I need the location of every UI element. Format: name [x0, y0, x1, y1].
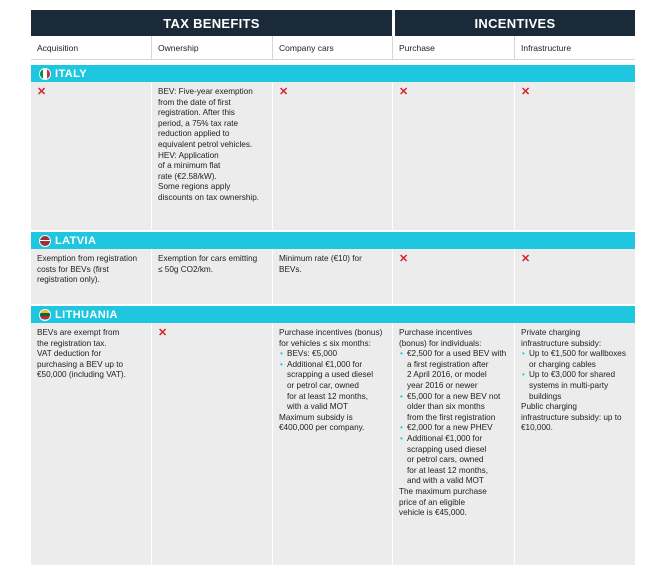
table-row-italy	[31, 82, 635, 230]
col-infrastructure: Infrastructure	[514, 36, 635, 59]
country-bar-latvia	[31, 232, 635, 249]
cross-icon: ✕	[399, 86, 409, 98]
italy-company-cars	[272, 82, 392, 230]
list-item: • Additional €1,000 for scrapping used diesel or petrol cars, owned for at least 12 months, and with a valid MOT	[399, 434, 508, 487]
list-item: • €2,000 for a new PHEV	[399, 423, 508, 434]
italy-acquisition	[31, 82, 151, 230]
column-headers	[31, 36, 635, 60]
purchase-bullets	[399, 349, 508, 487]
latvia-infrastructure	[514, 249, 635, 304]
lithuania-ownership	[151, 323, 272, 565]
incentives-heading: INCENTIVES	[395, 10, 635, 36]
table-row-latvia	[31, 249, 635, 304]
list-item: • Up to €1,500 for wallboxes or charging cables	[521, 349, 629, 370]
country-bar-lithuania	[31, 306, 635, 323]
list-item: • Additional €1,000 for scrapping a used diesel or petrol car, owned for at least 12 months, with a valid MOT	[279, 360, 386, 413]
tax-benefits-heading: TAX BENEFITS	[31, 10, 392, 36]
cross-icon: ✕	[37, 86, 47, 98]
incentives-table	[31, 10, 635, 565]
italy-flag-icon	[39, 68, 51, 80]
lithuania-acquisition: BEVs are exempt from the registration tax. VAT deduction for purchasing a BEV up to €50,000 (including VAT).	[37, 328, 126, 380]
cross-icon: ✕	[521, 253, 531, 265]
company-cars-bullets	[279, 349, 386, 413]
country-name: LATVIA	[55, 234, 97, 247]
country-name: LITHUANIA	[55, 308, 118, 321]
table-header	[31, 10, 635, 36]
italy-purchase	[392, 82, 514, 230]
lithuania-company-cars: Purchase incentives (bonus) for vehicles ≤ six months: • BEVs: €5,000 • Additional €1,000 for scrapping a used diesel or petrol car, owned for at least 12 months, with a valid MOT Maximum subsidy is €400,000 per company.	[272, 323, 392, 565]
list-item: • Up to €3,000 for shared systems in multi-party buildings	[521, 370, 629, 402]
lithuania-flag-icon	[39, 309, 51, 321]
table-row-lithuania	[31, 323, 635, 565]
italy-ownership: BEV: Five-year exemption from the date of first registration. After this period, a 75% tax rate reduction applied to equivalent petrol vehicles. HEV: Application of a minimum flat rate (€2.58/kW). Some regions apply discounts on tax ownership.	[151, 82, 272, 230]
list-item: • BEVs: €5,000	[279, 349, 386, 360]
cross-icon: ✕	[158, 327, 168, 339]
infrastructure-bullets	[521, 349, 629, 402]
italy-infrastructure	[514, 82, 635, 230]
col-acquisition: Acquisition	[37, 43, 79, 53]
cross-icon: ✕	[279, 86, 289, 98]
latvia-ownership: Exemption for cars emitting ≤ 50g CO2/km.	[151, 249, 272, 304]
latvia-company-cars: Minimum rate (€10) for BEVs.	[272, 249, 392, 304]
col-company-cars: Company cars	[272, 36, 392, 59]
col-purchase: Purchase	[392, 36, 514, 59]
list-item: • €5,000 for a new BEV not older than six months from the first registration	[399, 392, 508, 424]
latvia-flag-icon	[39, 235, 51, 247]
col-ownership: Ownership	[151, 36, 272, 59]
cross-icon: ✕	[399, 253, 409, 265]
list-item: • €2,500 for a used BEV with a first registration after 2 April 2016, or model year 2016 or newer	[399, 349, 508, 391]
country-name: ITALY	[55, 67, 87, 80]
lithuania-purchase: Purchase incentives (bonus) for individuals: • €2,500 for a used BEV with a first registration after 2 April 2016, or model year 2016 or newer • €5,000 for a new BEV not older than six months from the first registration • €2,000 for a new PHEV • Additional €1,000 for scrapping used diesel or petrol cars, owned for at least 12 months, and with a valid MOT The maximum purchase price of an eligible vehicle is €45,000.	[392, 323, 514, 565]
lithuania-infrastructure: Private charging infrastructure subsidy: • Up to €1,500 for wallboxes or charging cables • Up to €3,000 for shared systems in multi-party buildings Public charging infrastructure subsidy: up to €10,000.	[514, 323, 635, 565]
latvia-acquisition: Exemption from registration costs for BEVs (first registration only).	[37, 254, 138, 285]
cross-icon: ✕	[521, 86, 531, 98]
country-bar-italy	[31, 65, 635, 82]
latvia-purchase	[392, 249, 514, 304]
